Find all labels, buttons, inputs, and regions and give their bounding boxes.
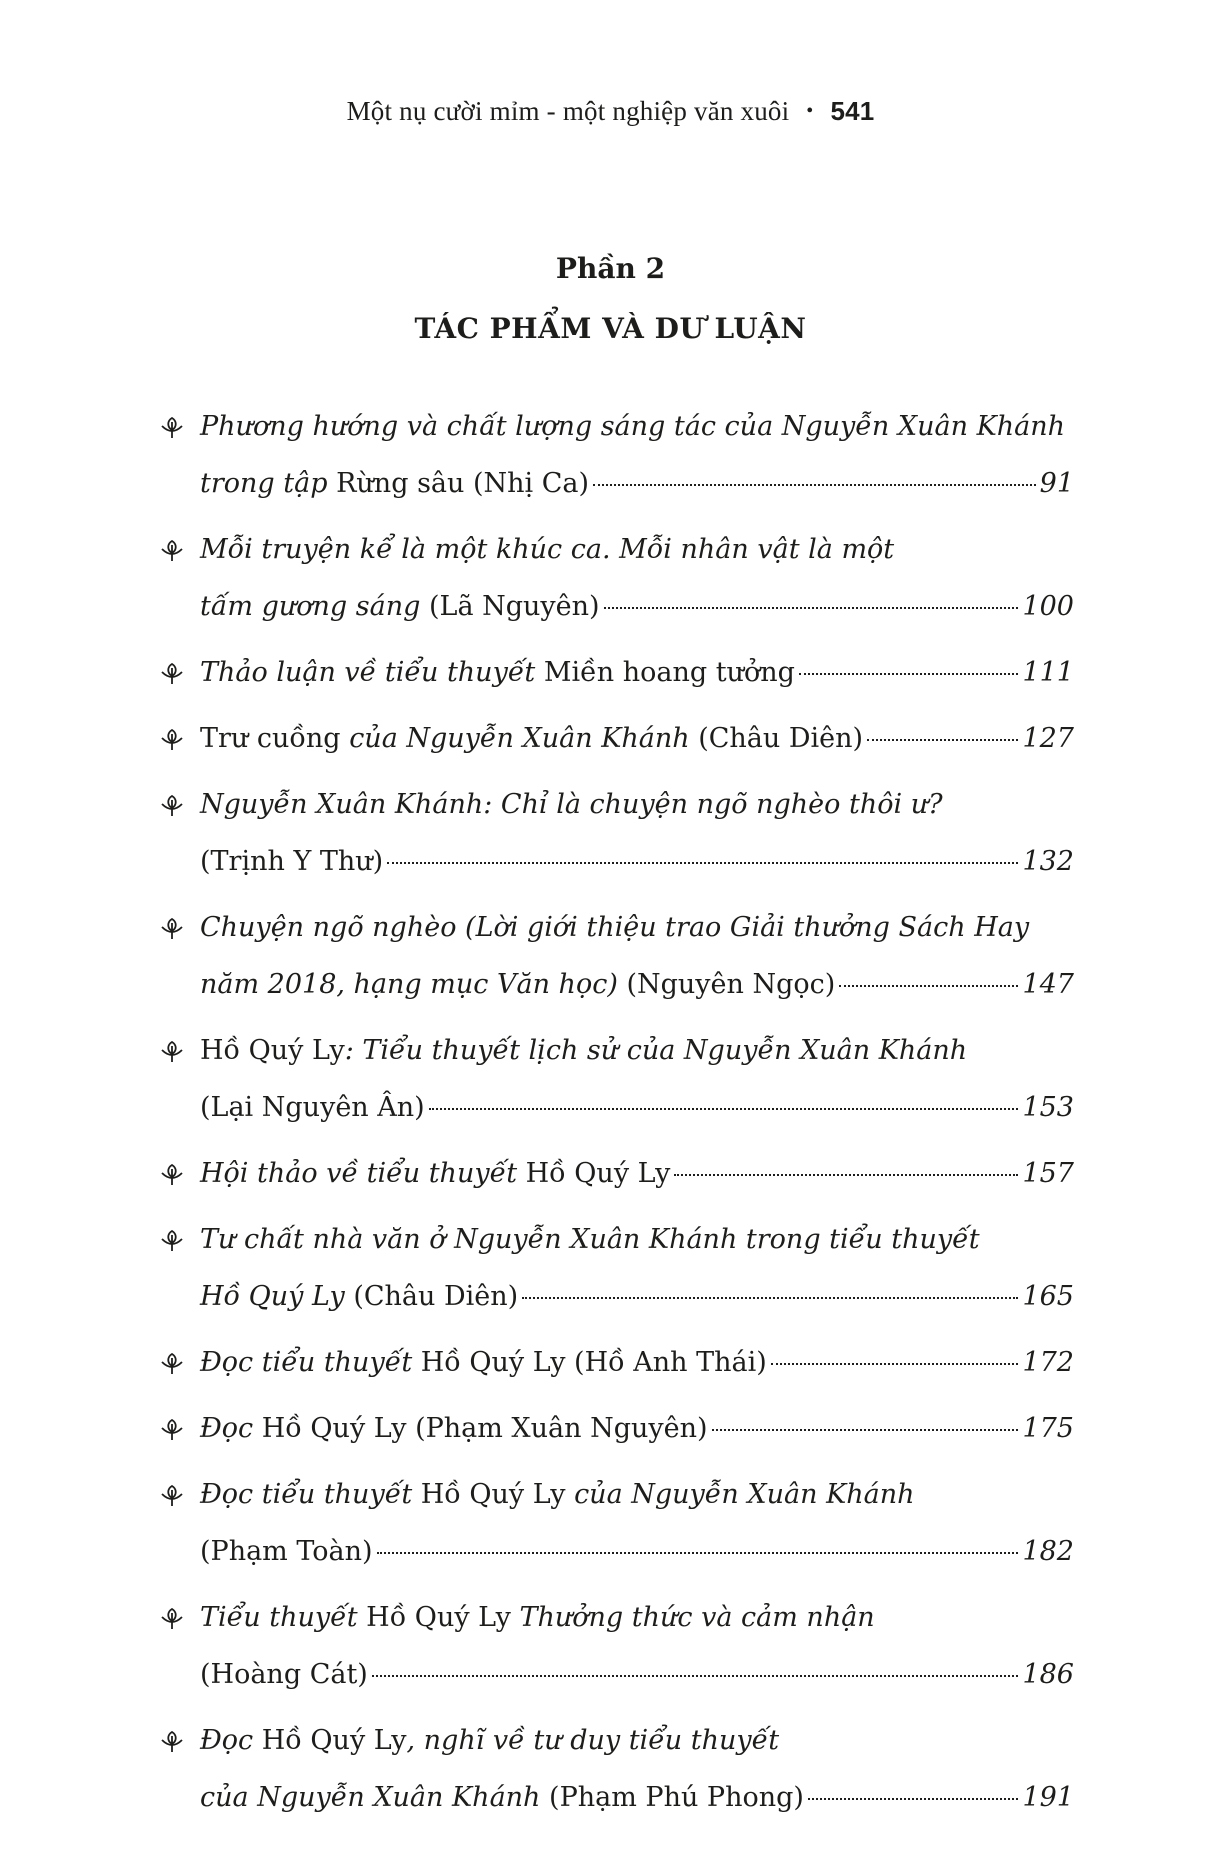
- toc-title-segment: Hội thảo về tiểu thuyết: [200, 1158, 526, 1189]
- toc-entry[interactable]: [160, 521, 1074, 635]
- toc-entry[interactable]: [160, 776, 1074, 890]
- toc-entry-title: [200, 1466, 915, 1523]
- toc-title-segment: (Hoàng Cát): [200, 1659, 368, 1690]
- toc-entry-title: [200, 1523, 373, 1580]
- toc-entry-title: [200, 1211, 980, 1268]
- dot-leader: [808, 1798, 1019, 1800]
- toc-entry-title: [200, 644, 795, 701]
- toc-title-segment: (Trịnh Y Thư): [200, 846, 384, 877]
- dot-leader: [674, 1174, 1018, 1176]
- toc-title-segment: (Nguyên Ngọc): [626, 969, 836, 1000]
- dot-leader: [867, 739, 1018, 741]
- leaf-bullet-icon: [160, 915, 184, 941]
- toc-title-segment: của Nguyễn Xuân Khánh: [200, 1782, 550, 1813]
- toc-title-segment: (Phạm Phú Phong): [549, 1782, 804, 1813]
- toc-title-segment: Hồ Quý Ly: [200, 1281, 354, 1312]
- toc-entry-line: [200, 1466, 1074, 1523]
- toc-entry-line: [200, 1712, 1074, 1769]
- toc-title-segment: (Châu Diên): [353, 1281, 519, 1312]
- toc-entry-title: [200, 710, 863, 767]
- toc-entry-title: [200, 1268, 518, 1325]
- toc-title-segment: Tư chất nhà văn ở Nguyễn Xuân Khánh trong tiểu thuyết: [200, 1224, 980, 1255]
- toc-title-segment: (Phạm Toàn): [200, 1536, 373, 1567]
- toc-page-number: 165: [1022, 1281, 1074, 1312]
- toc-title-segment: Hồ Quý Ly (Hồ Anh Thái): [420, 1347, 767, 1378]
- toc-title-segment: (Lại Nguyên Ân): [200, 1092, 425, 1123]
- toc-entry-line: [200, 1334, 1074, 1391]
- toc-title-segment: của Nguyễn Xuân Khánh: [349, 723, 699, 754]
- toc-title-segment: : Tiểu thuyết lịch sử của Nguyễn Xuân Khánh: [344, 1035, 968, 1066]
- toc-entry-title: [200, 455, 589, 512]
- toc-title-segment: năm 2018, hạng mục Văn học): [200, 969, 627, 1000]
- toc-title-segment: trong tập: [200, 468, 337, 499]
- dot-leader: [387, 862, 1018, 864]
- toc-entry-line: [200, 956, 1074, 1013]
- toc-page-number: 175: [1022, 1413, 1074, 1444]
- toc-title-segment: Đọc tiểu thuyết: [200, 1347, 421, 1378]
- leaf-bullet-icon: [160, 1227, 184, 1253]
- toc-entry-title: [200, 1079, 425, 1136]
- toc-entry-title: [200, 1589, 875, 1646]
- toc-entry-line: [200, 455, 1074, 512]
- toc-title-segment: Tiểu thuyết: [200, 1602, 367, 1633]
- toc-entry[interactable]: [160, 1589, 1074, 1703]
- toc-title-segment: Miền hoang tưởng: [543, 657, 795, 688]
- toc-entry-title: [200, 1769, 804, 1826]
- toc-entry-line: [200, 776, 1074, 833]
- toc-title-segment: Thảo luận về tiểu thuyết: [200, 657, 544, 688]
- toc-page-number: 147: [1022, 969, 1074, 1000]
- toc-entry[interactable]: [160, 1400, 1074, 1457]
- toc-page-number: 111: [1022, 657, 1074, 688]
- toc-entry[interactable]: [160, 710, 1074, 767]
- toc-title-segment: Đọc: [200, 1725, 262, 1756]
- toc-entry-title: [200, 398, 1065, 455]
- dot-leader: [522, 1297, 1018, 1299]
- toc-entry-line: [200, 833, 1074, 890]
- leaf-bullet-icon: [160, 792, 184, 818]
- toc-title-segment: Hồ Quý Ly: [200, 1035, 345, 1066]
- dot-leader: [839, 985, 1018, 987]
- toc-entry[interactable]: [160, 1712, 1074, 1826]
- toc-page-number: 153: [1022, 1092, 1074, 1123]
- part-label: Phần 2: [555, 252, 666, 285]
- leaf-bullet-icon: [160, 414, 184, 440]
- toc-title-segment: Hồ Quý Ly: [525, 1158, 671, 1189]
- toc-entry[interactable]: [160, 1022, 1074, 1136]
- toc-title-segment: Nguyễn Xuân Khánh: Chỉ là chuyện ngõ nghèo thôi ư?: [200, 789, 943, 820]
- toc-entry-line: [200, 644, 1074, 701]
- toc-entry-line: [200, 1211, 1074, 1268]
- toc-entry-title: [200, 1145, 670, 1202]
- dot-leader: [377, 1552, 1019, 1554]
- toc-entry-title: [200, 521, 894, 578]
- leaf-bullet-icon: [160, 726, 184, 752]
- toc-title-segment: Trư cuồng: [200, 723, 350, 754]
- toc-page-number: 172: [1022, 1347, 1074, 1378]
- toc-page-number: 127: [1022, 723, 1074, 754]
- toc-entry[interactable]: [160, 644, 1074, 701]
- toc-entry-line: [200, 578, 1074, 635]
- leaf-bullet-icon: [160, 1350, 184, 1376]
- toc-entry-title: [200, 578, 600, 635]
- leaf-bullet-icon: [160, 1416, 184, 1442]
- toc-page-number: 132: [1022, 846, 1074, 877]
- toc-title-segment: , nghĩ về tư duy tiểu thuyết: [406, 1725, 780, 1756]
- toc-entry-line: [200, 1268, 1074, 1325]
- toc-title-segment: Hồ Quý Ly: [420, 1479, 575, 1510]
- toc-entry-line: [200, 1646, 1074, 1703]
- leaf-bullet-icon: [160, 1482, 184, 1508]
- dot-leader: [604, 607, 1019, 609]
- toc-entry[interactable]: [160, 1334, 1074, 1391]
- toc-title-segment: Thưởng thức và cảm nhận: [519, 1602, 875, 1633]
- toc-entry-line: [200, 1769, 1074, 1826]
- toc-entry-line: [200, 1400, 1074, 1457]
- toc-page-number: 157: [1022, 1158, 1074, 1189]
- leaf-bullet-icon: [160, 1728, 184, 1754]
- toc-title-segment: Hồ Quý Ly: [261, 1725, 407, 1756]
- leaf-bullet-icon: [160, 1038, 184, 1064]
- dot-leader: [712, 1429, 1019, 1431]
- toc-entry-line: [200, 1523, 1074, 1580]
- toc-title-segment: (Châu Diên): [698, 723, 864, 754]
- toc-title-segment: Hồ Quý Ly: [366, 1602, 520, 1633]
- leaf-bullet-icon: [160, 1605, 184, 1631]
- section-title: TÁC PHẨM VÀ DƯ LUẬN: [414, 312, 807, 345]
- toc-entry[interactable]: [160, 1211, 1074, 1325]
- toc-title-segment: Mỗi truyện kể là một khúc ca. Mỗi nhân vật là một: [200, 534, 895, 565]
- toc-title-segment: Đọc: [200, 1413, 262, 1444]
- leaf-bullet-icon: [160, 660, 184, 686]
- toc-page-number: 100: [1022, 591, 1074, 622]
- toc-entry[interactable]: [160, 1466, 1074, 1580]
- toc-title-segment: Chuyện ngõ nghèo (Lời giới thiệu trao Giải thưởng Sách Hay: [200, 912, 1030, 943]
- toc-page-number: 91: [1039, 468, 1074, 499]
- toc-entry-title: [200, 899, 1029, 956]
- toc-page-number: 191: [1022, 1782, 1074, 1813]
- toc-entry-title: [200, 1646, 368, 1703]
- dot-leader: [593, 484, 1036, 486]
- page-number: 541: [830, 96, 875, 126]
- toc-entry-title: [200, 1334, 767, 1391]
- toc-entry[interactable]: [160, 398, 1074, 512]
- dot-leader: [799, 673, 1019, 675]
- toc-page-number: 182: [1022, 1536, 1074, 1567]
- toc-entry-title: [200, 833, 383, 890]
- toc-entry-line: [200, 521, 1074, 578]
- toc-entry-line: [200, 1145, 1074, 1202]
- toc-entry-line: [200, 1589, 1074, 1646]
- toc-entry-line: [200, 710, 1074, 767]
- running-header: [0, 96, 1221, 127]
- toc-entry-line: [200, 1022, 1074, 1079]
- header-separator: •: [806, 100, 814, 122]
- dot-leader: [771, 1363, 1019, 1365]
- table-of-contents: [160, 398, 1074, 1835]
- toc-entry-line: [200, 1079, 1074, 1136]
- toc-entry-line: [200, 899, 1074, 956]
- toc-title-segment: Rừng sâu (Nhị Ca): [336, 468, 590, 499]
- dot-leader: [372, 1675, 1019, 1677]
- toc-page-number: 186: [1022, 1659, 1074, 1690]
- toc-entry-line: [200, 398, 1074, 455]
- leaf-bullet-icon: [160, 1161, 184, 1187]
- toc-entry-title: [200, 956, 835, 1013]
- running-title: Một nụ cười mỉm - một nghiệp văn xuôi: [346, 96, 790, 126]
- toc-title-segment: Hồ Quý Ly (Phạm Xuân Nguyên): [261, 1413, 708, 1444]
- toc-entry[interactable]: [160, 899, 1074, 1013]
- toc-entry[interactable]: [160, 1145, 1074, 1202]
- toc-entry-title: [200, 1712, 779, 1769]
- toc-title-segment: của Nguyễn Xuân Khánh: [574, 1479, 915, 1510]
- toc-title-segment: Đọc tiểu thuyết: [200, 1479, 421, 1510]
- dot-leader: [429, 1108, 1019, 1110]
- toc-title-segment: (Lã Nguyên): [428, 591, 600, 622]
- toc-title-segment: Phương hướng và chất lượng sáng tác của Nguyễn Xuân Khánh: [200, 411, 1066, 442]
- toc-entry-title: [200, 776, 943, 833]
- toc-title-segment: tấm gương sáng: [200, 591, 429, 622]
- toc-entry-title: [200, 1400, 708, 1457]
- leaf-bullet-icon: [160, 537, 184, 563]
- toc-entry-title: [200, 1022, 967, 1079]
